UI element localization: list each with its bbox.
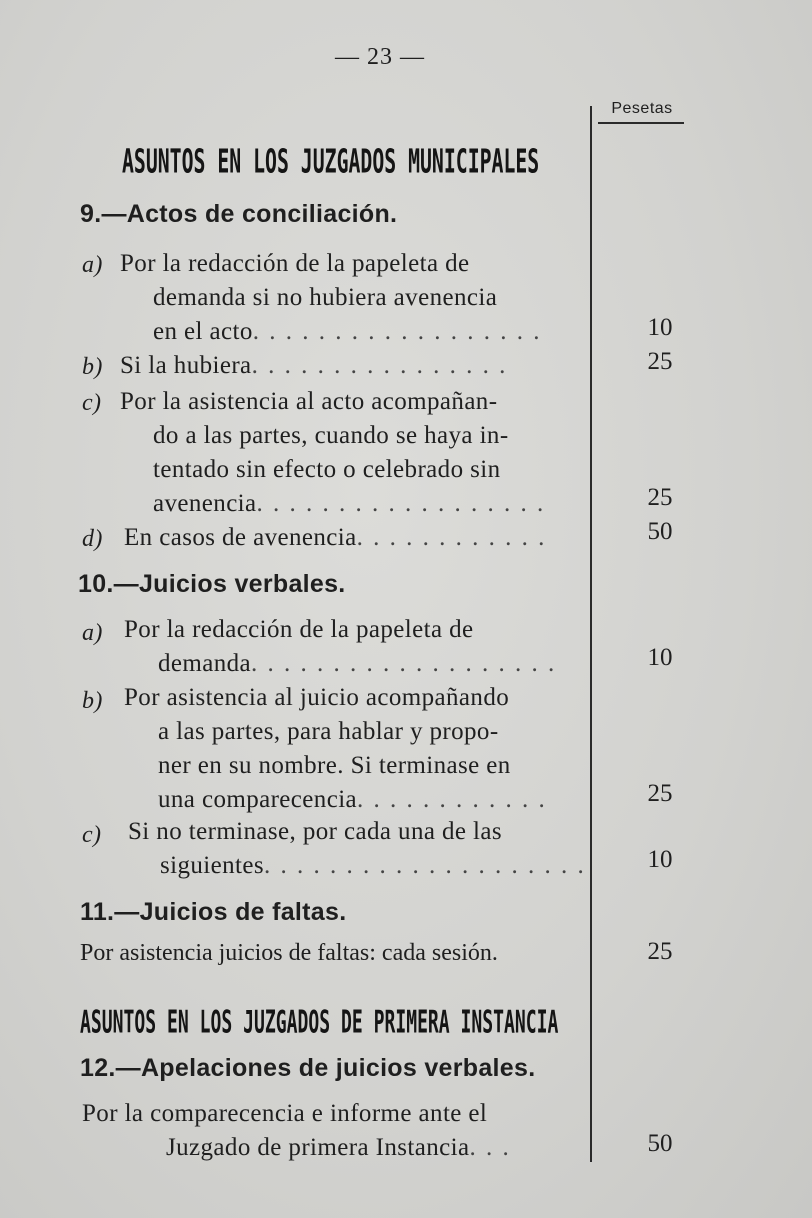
item-title-12: 12.—Apelaciones de juicios verbales. <box>80 1054 536 1082</box>
entry-line-9a-1: Por la redacción de la papeleta de <box>120 250 470 277</box>
entry-line-10c-2: siguientes. . . . . . . . . . . . . . . . . . . . <box>160 852 586 879</box>
leader-dots: . . . . . . . . . . . . . . . . . . <box>256 490 546 517</box>
entry-line-10b-4: una comparecencia. . . . . . . . . . . . <box>158 786 547 813</box>
entry-line-9c-3: tentado sin efecto o celebrado sin <box>153 456 501 483</box>
item-title-10: 10.—Juicios verbales. <box>78 570 346 598</box>
amount-9c: 25 <box>647 484 673 511</box>
entry-line-12-2: Juzgado de primera Instancia. . . <box>166 1134 511 1161</box>
leader-dots: . . . . . . . . . . . . . . . . . . . . <box>264 852 586 879</box>
column-header-pesetas: Pesetas <box>611 100 673 117</box>
entry-line-12-1: Por la comparecencia e informe ante el <box>82 1100 488 1127</box>
entry-letter-9d: d) <box>82 526 103 552</box>
entry-line-9c-2: do a las partes, cuando se haya in- <box>153 422 509 449</box>
amount-10a: 10 <box>647 644 673 671</box>
entry-line-9a-2: demanda si no hubiera avenencia <box>153 284 498 311</box>
section-heading-municipales: ASUNTOS EN LOS JUZGADOS MUNICIPALES <box>122 144 540 182</box>
amount-10b: 25 <box>647 780 673 807</box>
entry-letter-10b: b) <box>82 688 103 714</box>
amount-11: 25 <box>647 938 673 965</box>
leader-dots: . . . . . . . . . . . . . . . . . . <box>252 318 542 345</box>
amount-10c: 10 <box>647 846 673 873</box>
entry-line-10b-3: ner en su nombre. Si terminase en <box>158 752 511 779</box>
leader-dots: . . . . . . . . . . . . <box>357 786 547 813</box>
entry-letter-9a: a) <box>82 252 103 278</box>
item-title-9: 9.—Actos de conciliación. <box>80 200 398 228</box>
entry-line-10a-1: Por la redacción de la papeleta de <box>124 616 474 643</box>
amount-9d: 50 <box>647 518 673 545</box>
leader-dots: . . . . . . . . . . . . . . . . . . . <box>251 650 557 677</box>
entry-line-10c-1: Si no terminase, por cada una de las <box>128 818 503 845</box>
leader-dots: . . . <box>469 1134 511 1161</box>
leader-dots: . . . . . . . . . . . . . . . . <box>251 352 508 379</box>
amount-12: 50 <box>647 1130 673 1157</box>
entry-line-9c-1: Por la asistencia al acto acompañan- <box>120 388 498 415</box>
entry-line-9d-1: En casos de avenencia. . . . . . . . . . . . <box>124 524 547 551</box>
page-number: — 23 — <box>335 44 425 70</box>
leader-dots: . . . . . . . . . . . . <box>356 524 547 551</box>
entry-line-9c-4: avenencia. . . . . . . . . . . . . . . . . . <box>153 490 546 517</box>
amount-9b: 25 <box>647 348 673 375</box>
entry-line-10b-2: a las partes, para hablar y propo- <box>158 718 499 745</box>
column-header-rule <box>598 122 684 124</box>
section-heading-primera-instancia: ASUNTOS EN LOS JUZGADOS DE PRIMERA INSTANCIA <box>80 1004 559 1040</box>
entry-letter-10c: c) <box>82 822 102 848</box>
entry-line-9b-1: Si la hubiera. . . . . . . . . . . . . . . . <box>120 352 508 379</box>
entry-line-10b-1: Por asistencia al juicio acompañando <box>124 684 510 711</box>
entry-line-10a-2: demanda. . . . . . . . . . . . . . . . . . . <box>158 650 557 677</box>
entry-letter-9c: c) <box>82 390 102 416</box>
column-divider <box>590 106 592 1162</box>
amount-9a: 10 <box>647 314 673 341</box>
entry-letter-9b: b) <box>82 354 103 380</box>
entry-letter-10a: a) <box>82 620 103 646</box>
entry-line-11-1: Por asistencia juicios de faltas: cada sesión. <box>80 940 498 966</box>
item-title-11: 11.—Juicios de faltas. <box>80 898 347 926</box>
entry-line-9a-3: en el acto. . . . . . . . . . . . . . . . . . <box>153 318 542 345</box>
